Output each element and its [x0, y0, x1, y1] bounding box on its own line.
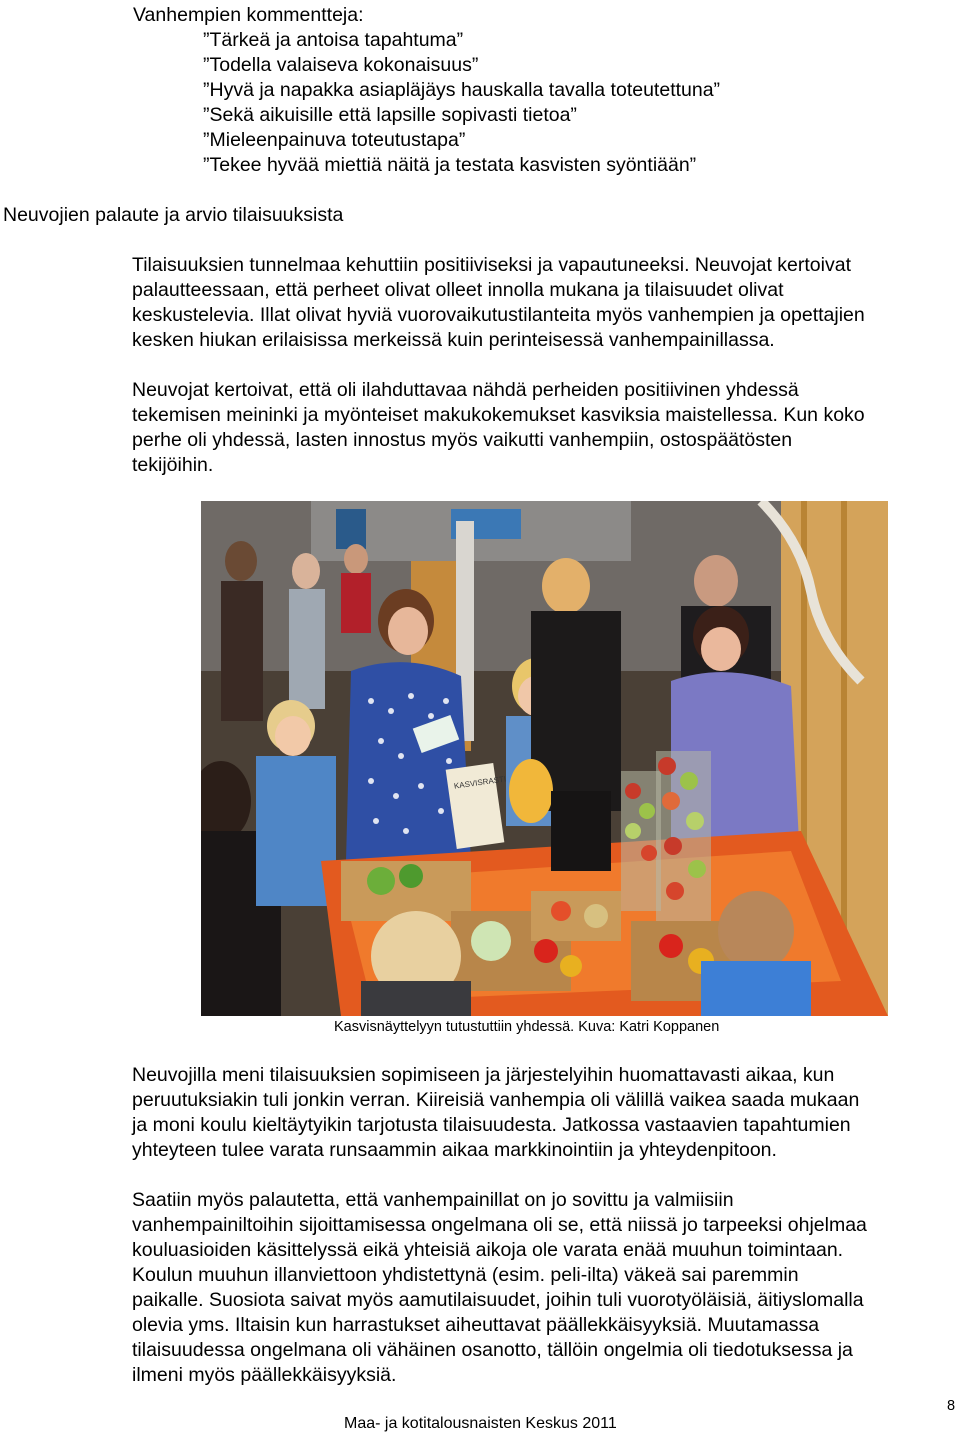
paragraph-line: ilmeni myös päällekkäisyyksiä.	[132, 1364, 397, 1386]
paragraph-line: vanhempainiltoihin sijoittamisessa ongelmana oli se, että niissä jo tarpeeksi ohjelmaa	[132, 1214, 867, 1236]
page-number: 8	[947, 1398, 956, 1414]
comments-heading: Vanhempien kommentteja:	[133, 4, 364, 26]
paragraph-line: paikalle. Suosiota saivat myös aamutilaisuudet, joihin tuli vuorotyöläisiä, äitiyslomalla	[132, 1289, 864, 1311]
paragraph-line: tekemisen meininki ja myönteiset makukokemukset kasviksia maistellessa. Kun koko	[132, 404, 865, 426]
section-heading: Neuvojien palaute ja arvio tilaisuuksista	[3, 204, 344, 226]
page-footer: Maa- ja kotitalousnaisten Keskus 2011	[344, 1415, 617, 1432]
paragraph-line: yhteyteen tulee varata runsaammin aikaa markkinointiin ja yhteydenpitoon.	[132, 1139, 777, 1161]
paragraph-line: kesken hiukan erilaisissa merkeissä kuin perinteisessä vanhempainillassa.	[132, 329, 775, 351]
paragraph-line: peruutuksiakin tuli jonkin verran. Kiireisiä vanhempia oli välillä vaikea saada mukaan	[132, 1089, 860, 1111]
paragraph-line: Saatiin myös palautetta, että vanhempainillat on jo sovittu ja valmiisiin	[132, 1189, 734, 1211]
paragraph-1	[132, 253, 865, 353]
paragraph-line: palautteessaan, että perheet olivat olleet innolla mukana ja tilaisuudet olivat	[132, 279, 784, 301]
quote-5: ”Mieleenpainuva toteutustapa”	[203, 129, 466, 151]
sign-text: KASVISRASTI	[453, 774, 507, 791]
paragraph-line: Neuvojilla meni tilaisuuksien sopimiseen ja järjestelyihin huomattavasti aikaa, kun	[132, 1064, 835, 1086]
paragraph-line: ja moni koulu kieltäytyikin tarjotusta tilaisuudesta. Jatkossa vastaavien tapahtumien	[132, 1114, 851, 1136]
quote-4: ”Sekä aikuisille että lapsille sopivasti tietoa”	[203, 104, 577, 126]
paragraph-4	[132, 1188, 867, 1388]
quote-2: ”Todella valaiseva kokonaisuus”	[203, 54, 479, 76]
paragraph-line: Tilaisuuksien tunnelmaa kehuttiin positiiviseksi ja vapautuneeksi. Neuvojat kertoivat	[132, 254, 851, 276]
photo-illustration	[201, 501, 888, 1016]
paragraph-line: kouluasioiden käsittelyssä eikä yhteisiä aikoja ole varata enää muuhun toimintaan.	[132, 1239, 844, 1261]
paragraph-line: olevia yms. Iltaisin kun harrastukset aiheuttavat päällekkäisyyksiä. Muutamassa	[132, 1314, 820, 1336]
event-photo	[201, 501, 888, 1016]
paragraph-line: tekijöihin.	[132, 454, 214, 476]
quote-3: ”Hyvä ja napakka asiapläjäys hauskalla tavalla toteutettuna”	[203, 79, 721, 101]
paragraph-line: Neuvojat kertoivat, että oli ilahduttavaa nähdä perheiden positiivinen yhdessä	[132, 379, 799, 401]
paragraph-line: perhe oli yhdessä, lasten innostus myös vaikutti vanhempiin, ostospäätösten	[132, 429, 793, 451]
paragraph-3	[132, 1063, 859, 1163]
quote-1: ”Tärkeä ja antoisa tapahtuma”	[203, 29, 464, 51]
photo-caption: Kasvisnäyttelyyn tutustuttiin yhdessä. Kuva: Katri Koppanen	[334, 1019, 720, 1035]
paragraph-line: keskustelevia. Illat olivat hyviä vuorovaikutustilanteita myös vanhempien ja opettajien	[132, 304, 865, 326]
paragraph-line: tilaisuudessa ongelmana oli vähäinen osanotto, tällöin ongelmia oli tiedotuksessa ja	[132, 1339, 853, 1361]
quote-6: ”Tekee hyvää miettiä näitä ja testata kasvisten syöntiään”	[203, 154, 697, 176]
paragraph-line: Koulun muuhun illanviettoon yhdistettynä (esim. peli-ilta) väkeä sai paremmin	[132, 1264, 799, 1286]
paragraph-2	[132, 378, 865, 478]
